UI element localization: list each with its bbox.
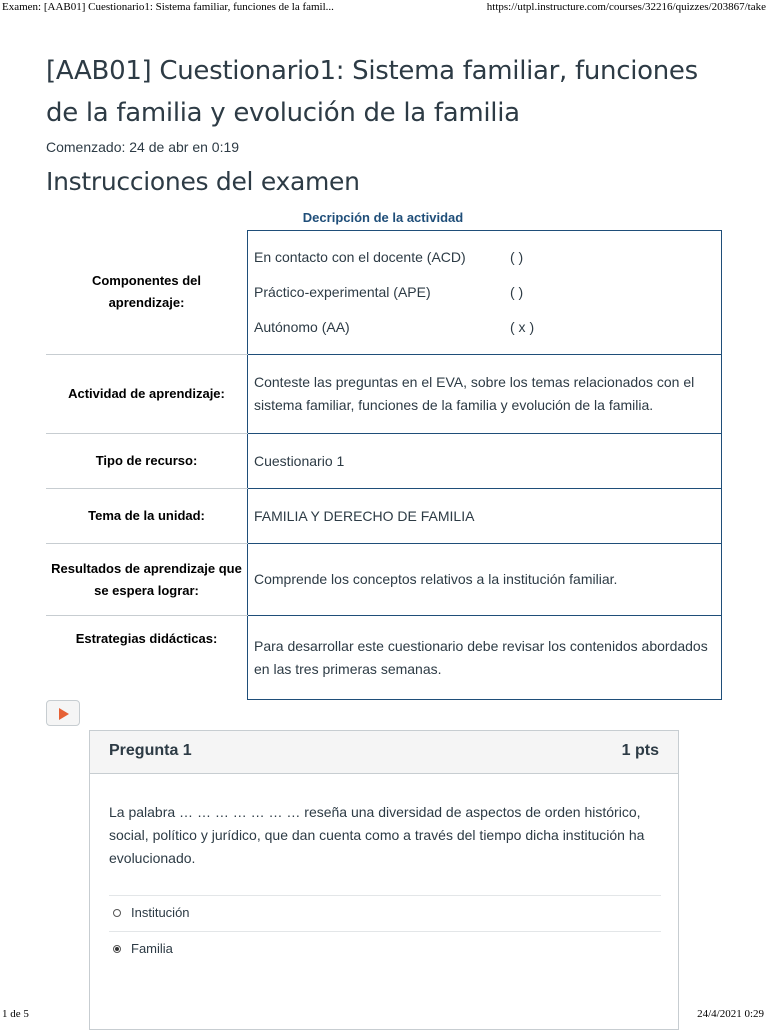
- row-value: Cuestionario 1: [248, 434, 722, 489]
- table-row: [46, 434, 722, 489]
- row-label: Estrategias didácticas:: [75, 631, 218, 646]
- table-row: [46, 616, 722, 700]
- print-datetime: 24/4/2021 0:29: [697, 1008, 764, 1020]
- row-label: Componentes del aprendizaje:: [46, 231, 248, 355]
- print-header-title: Examen: [AAB01] Cuestionario1: Sistema familiar, funciones de la famil...: [2, 1, 334, 13]
- question-points: 1 pts: [621, 742, 659, 759]
- question-text: La palabra … … … … … … … reseña una diversidad de aspectos de orden histórico, social, político y jurídico, que dan cuenta como a través del tiempo dicha institución ha evolucionado.: [109, 804, 645, 866]
- quiz-started-time: Comenzado: 24 de abr en 0:19: [46, 139, 240, 155]
- print-header-url: https://utpl.instructure.com/courses/32216/quizzes/203867/take: [486, 1, 766, 13]
- answer-option[interactable]: [109, 895, 661, 932]
- component-item: En contacto con el docente (ACD) ( ): [254, 249, 524, 265]
- component-item: Autónomo (AA) ( x ): [254, 319, 535, 335]
- answer-label: Familia: [131, 941, 173, 956]
- page-number: 1 de 5: [2, 1008, 29, 1020]
- row-value: Conteste las preguntas en el EVA, sobre los temas relacionados con el sistema familiar, funciones de la familia y evolución de la familia.: [248, 355, 722, 434]
- row-label: Tipo de recurso:: [46, 434, 248, 489]
- question-card: [89, 730, 679, 1030]
- row-label: Actividad de aprendizaje:: [46, 355, 248, 434]
- components-cell: [248, 231, 722, 355]
- table-row: [46, 355, 722, 434]
- component-item: Práctico-experimental (APE) ( ): [254, 284, 524, 300]
- question-name: Pregunta 1: [109, 742, 192, 759]
- play-icon: [59, 708, 69, 720]
- table-row: [46, 544, 722, 616]
- row-value: Para desarrollar este cuestionario debe revisar los contenidos abordados en las tres primeras semanas.: [248, 616, 722, 700]
- answer-option[interactable]: [109, 931, 661, 968]
- question-header: [90, 731, 678, 774]
- row-label: Tema de la unidad:: [46, 489, 248, 544]
- row-label: Resultados de aprendizaje que se espera lograr:: [46, 544, 248, 616]
- activity-caption: Decripción de la actividad: [302, 210, 464, 225]
- table-row: [46, 231, 722, 355]
- print-footer: [0, 1008, 768, 1024]
- quiz-title: [AAB01] Cuestionario1: Sistema familiar, funciones de la familia y evolución de la familia: [46, 56, 698, 128]
- print-header: [0, 0, 768, 18]
- row-value: FAMILIA Y DERECHO DE FAMILIA: [248, 489, 722, 544]
- radio-button[interactable]: [113, 945, 121, 953]
- answer-label: Institución: [131, 905, 190, 920]
- activity-table: [46, 230, 722, 700]
- instructions-heading: Instrucciones del examen: [46, 167, 360, 196]
- media-play-button[interactable]: [46, 700, 80, 726]
- table-row: [46, 489, 722, 544]
- row-value: Comprende los conceptos relativos a la institución familiar.: [248, 544, 722, 616]
- radio-button[interactable]: [113, 909, 121, 917]
